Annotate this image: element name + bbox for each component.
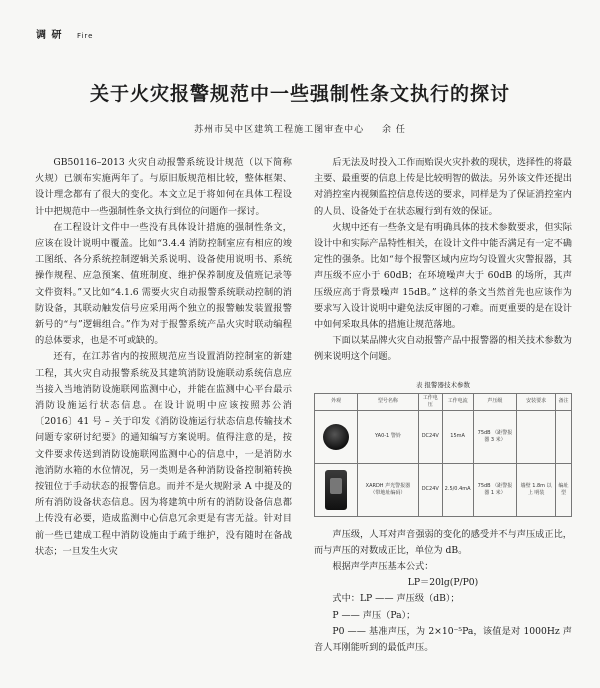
- spec-table: [314, 393, 572, 517]
- paragraph: 火规中还有一些条文是有明确具体的技术参数要求，但实际设计中和实际产品特性相关，在设计文件中能否满足有一定不确定性的强条。比如“每个报警区域内应均匀设置火灾警报器，其声压级不应小于 60dB；在环境噪声大于 60dB 的场所，其声压级应高于背景噪声 15dB。” 这样的条文当然首先也应该作为要求写入设计说明中避免法反审图的刁难。而更重要的是在设计中如何采取具体的措施让规范落地。: [314, 221, 572, 331]
- section-label: 调 研: [36, 30, 63, 41]
- right-column: [314, 155, 572, 656]
- paragraph: P0 —— 基准声压，为 2×10⁻⁵Pa，该值是对 1000Hz 声音人耳刚能听到的最低声压。: [314, 625, 572, 654]
- formula: LP＝20lg(P/P0): [407, 577, 479, 589]
- paragraph: 式中：LP —— 声压级（dB）；: [332, 593, 460, 605]
- table-cell: 墙壁 1.8m 以上 明装: [517, 463, 556, 516]
- table-cell: 2.5/0.4mA: [442, 463, 473, 516]
- table-header: 工作电压: [418, 393, 442, 410]
- paragraph: 根据声学声压基本公式：: [332, 561, 434, 573]
- paragraph: 后无法及时投入工作而贻误火灾扑救的现状，选择性的将最主要、最重要的信息上传是比较明智的做法。另外该文件还提出对消控室内视频监控信息传送的要求，同样是为了保证消控室内的人员、设备处于在状态履行到有效的保证。: [314, 157, 572, 217]
- table-cell: DC24V: [418, 463, 442, 516]
- table-cell: XARDH 声光警报器 （带地址编码）: [358, 463, 419, 516]
- byline: [0, 122, 600, 135]
- table-cell: 75dB （距警报器 3 米）: [473, 410, 517, 463]
- table-cell-image: [315, 463, 358, 516]
- left-column: [35, 155, 292, 560]
- journal-section-header: [36, 26, 93, 41]
- table-caption: 表 报警器技术参数: [415, 380, 471, 389]
- table-cell: [517, 410, 556, 463]
- paragraph: 下面以某品牌火灾自动报警产品中报警器的相关技术参数为例来说明这个问题。: [314, 335, 572, 363]
- section-sub: Fire: [76, 32, 94, 40]
- table-cell: YA0-1 警铃: [358, 410, 419, 463]
- table-cell-image: [315, 410, 358, 463]
- affiliation: 苏州市吴中区建筑工程施工图审查中心: [194, 125, 365, 135]
- author-name: 余 任: [382, 125, 406, 135]
- article-title: 关于火灾报警规范中一些强制性条文执行的探讨: [89, 83, 510, 105]
- sounder-strobe-image: [325, 470, 347, 510]
- table-cell: 15mA: [442, 410, 473, 463]
- paragraph: GB50116–2013 火灾自动报警系统设计规范（以下简称火规）已颁布实施两年了。与原旧版规范相比较，整体框架、设计理念都有了很大的变化。本文立足于将如何在具体工程设计中把规范中一些强制性条文执行到位的问题作一探讨。: [35, 157, 292, 217]
- table-row: [315, 410, 572, 463]
- table-cell: 编址型: [555, 463, 571, 516]
- table-row: [315, 463, 572, 516]
- table-cell: 75dB （距警报器 1 米）: [473, 463, 517, 516]
- table-header: 工作电流: [442, 393, 473, 410]
- paragraph: 还有，在江苏省内的按照规范应当设置消防控制室的新建工程，其火灾自动报警系统及其建筑消防设施联动系统信息应当接入当地消防设施联网监测中心，并能在监测中心平台最示消防设施运行状态信息。在设计说明中应该按照苏公消〔2016〕41 号 – 关于印发《消防设施运行状态信息传输技术问题专家研讨纪要》的通知编写方案说明。值得注意的是，按文件要求传送到消防设施联网监测中心的信息中，一是消防水池消防水箱的水位情况，另一类则是各种消防设备控制箱转换按钮位于手动状态的报警信息。而并不是火规附录 A 中提及的所有消防设备状态信息。因为将建筑中所有的消防设备信息都上传没有必要，造成监测中心信息冗余更是有害无益。针对目前一些已建成工程中消防设施由于疏于维护，没有随时在备战状态；一旦发生火灾: [35, 351, 292, 557]
- table-header: 安装要求: [517, 393, 556, 410]
- spec-table-block: [314, 380, 572, 517]
- paragraph: 在工程设计文件中一些没有具体设计措施的强制性条文，应该在设计说明中覆盖。比如“3.4.4 消防控制室应有相应的竣工图纸、各分系统控制逻辑关系说明、设备使用说明书、系统操作规程、应急预案、值班制度、维护保养制度及值班记录等文件资料。”又比如“4.1.6 需要火灾自动报警系统联动控制的消防设备，其联动触发信号应采用两个独立的报警触发装置报警新号的“与”逻辑组合。”作为对于报警系统产品火灾时联动编程的总体要求，也是不可或缺的。: [35, 221, 292, 347]
- table-header: 备注: [555, 393, 571, 410]
- paragraph: P —— 声压（Pa）；: [332, 609, 416, 621]
- table-header-row: [315, 393, 572, 410]
- table-header: 型号名称: [358, 393, 419, 410]
- table-cell: DC24V: [418, 410, 442, 463]
- paragraph: 声压级，人耳对声音强弱的变化的感受并不与声压成正比，而与声压的对数成正比，单位为 dB。: [314, 528, 572, 556]
- alarm-bell-image: [323, 424, 349, 450]
- table-header: 声压级: [473, 393, 517, 410]
- table-cell: [555, 410, 571, 463]
- table-header: 外观: [315, 393, 358, 410]
